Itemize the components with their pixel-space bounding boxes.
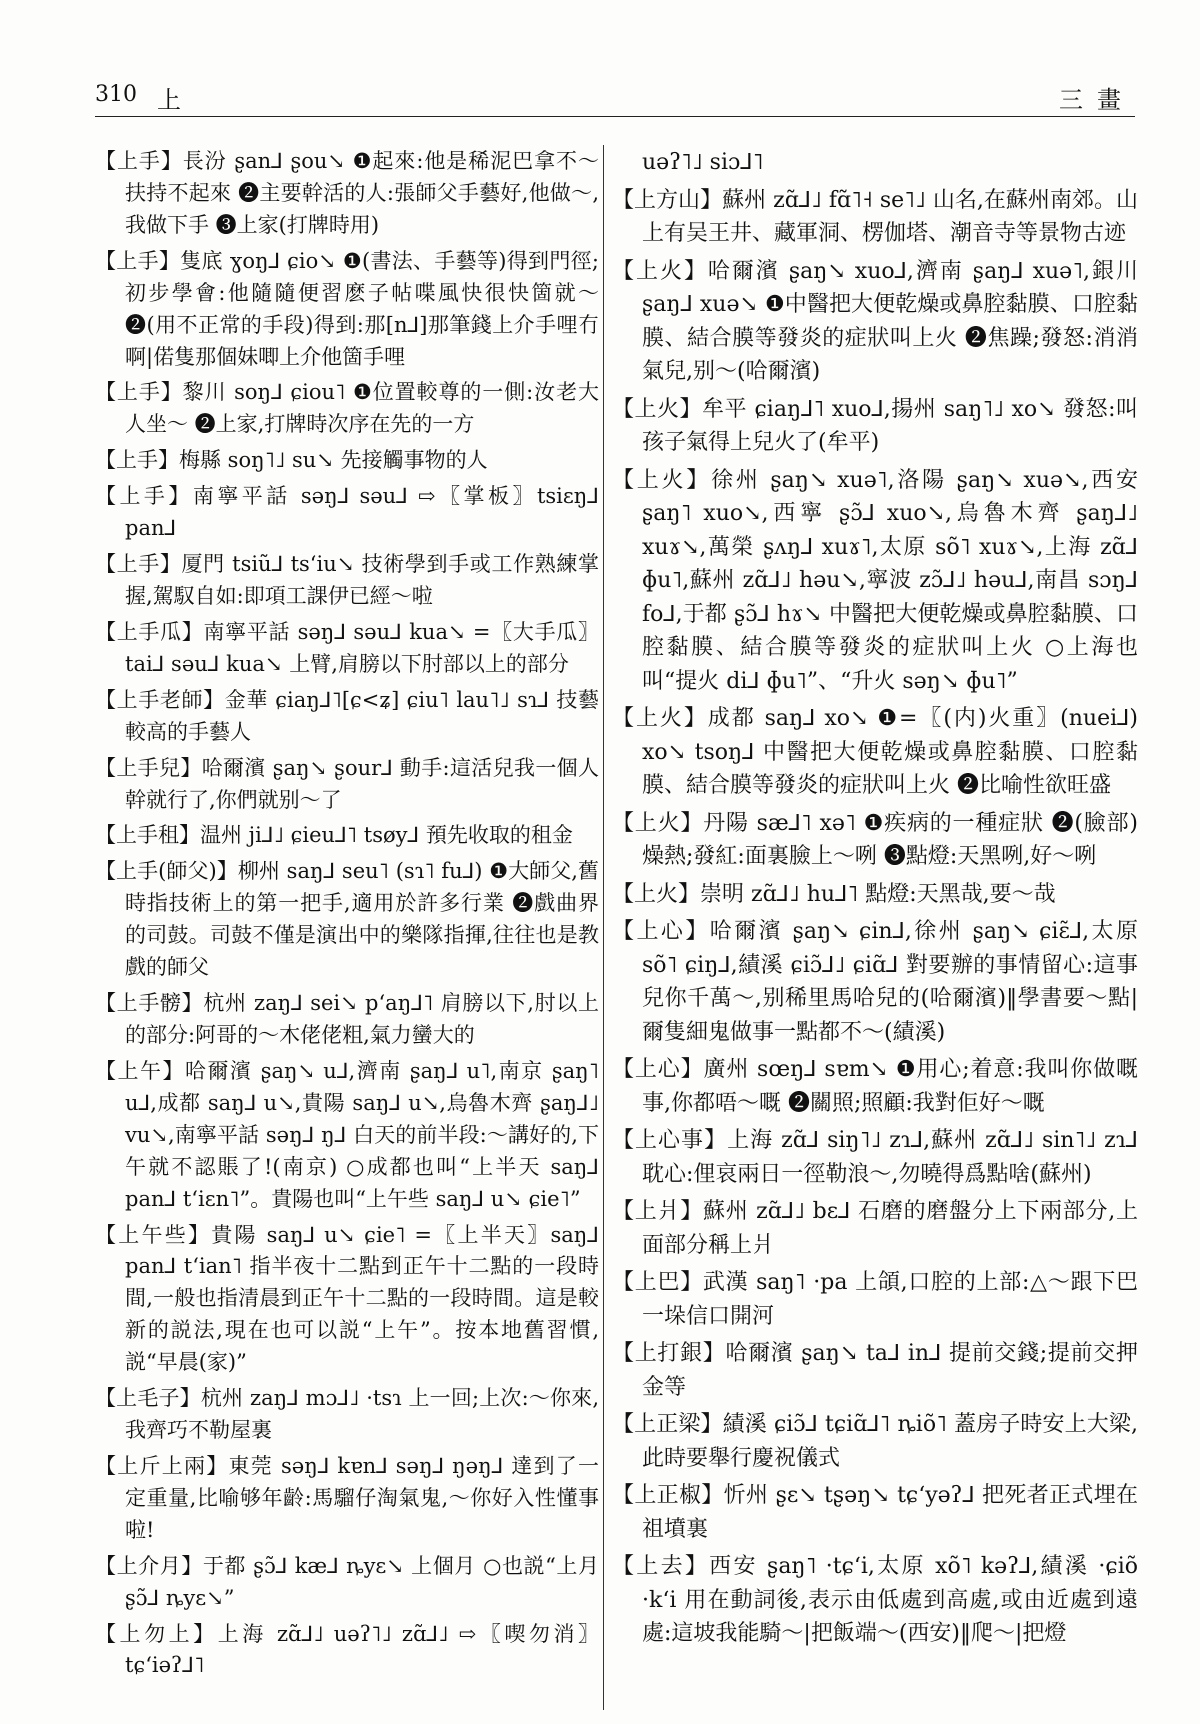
dictionary-entry: 【上手】厦門 tsiũ⅃ tsʻiu↘ 技術學到手或工作熟練掌握,駕馭自如:即項工課伊已經～啦 xyxy=(95,552,599,608)
dictionary-entry: 【上手】黎川 soŋ⅃ ɕiou˥ ❶位置較尊的一側:汝老大人坐～ ❷上家,打牌時次序在先的一方 xyxy=(95,380,599,437)
dictionary-entry: 【上火】丹陽 sæ⅃˥ xə˥ ❶疾病的一種症狀 ❷(臉部)燥熱;發紅:面裏臉上～咧 ❸點燈:天黑咧,好～咧 xyxy=(612,810,1138,869)
dictionary-entry: 【上心】哈爾濱 ʂaŋ↘ ɕin⅃,徐州 ʂaŋ↘ ɕiɛ̃⅃,太原 sõ˥ ɕiŋ⅃,績溪 ɕiɔ̃⅃˩ ɕiɑ̃⅃ 對要辦的事情留心:這事兒你千萬～,别稀里馬哈兒的(哈爾濱)‖學書要～點|爾隻細鬼做事一點都不～(績溪) xyxy=(612,919,1138,1045)
dictionary-entry: 【上手髈】杭州 zaŋ⅃ sei↘ pʻaŋ⅃˥ 肩膀以下,肘以上的部分:阿哥的～木佬佬粗,氣力蠻大的 xyxy=(95,991,599,1047)
dictionary-entry: 【上手】梅縣 soŋ˥˩ su↘ 先接觸事物的人 xyxy=(95,448,488,473)
left-column xyxy=(95,146,599,1686)
dictionary-entry: 【上毛子】杭州 zaŋ⅃ mɔ⅃˩ ·tsɿ 上一回;上次:～你來,我齊巧不勒屋裏 xyxy=(95,1386,599,1443)
dictionary-entry: 【上手(師父)】柳州 saŋ⅃ seu˥ (sɿ˥ fu⅃) ❶大師父,舊時指技術上的第一把手,適用於許多行業 ❷戲曲界的司鼓。司鼓不僅是演出中的樂隊指揮,往往也是教戲的師父 xyxy=(95,859,599,980)
dictionary-entry: 【上巴】武漢 saŋ˥ ·pa 上頜,口腔的上部:△～跟下巴一垛信口開河 xyxy=(612,1270,1138,1329)
dictionary-entry: 【上介月】于都 ʂɔ̃⅃ kæ⅃ ȵyɛ↘ 上個月 ○也説“上月 ʂɔ̃⅃ ȵyɛ↘” xyxy=(95,1553,599,1610)
dictionary-entry: 【上火】徐州 ʂaŋ↘ xuə˥,洛陽 ʂaŋ↘ xuə↘,西安 ʂaŋ˥ xuo↘,西寧 ʂɔ̃⅃ xuo↘,烏魯木齊 ʂaŋ⅃˩ xuɤ↘,萬榮 ʂʌŋ⅃ xuɤ˥,太原 sõ˥ xuɤ↘,上海 zɑ̃⅃ ɸu˥,蘇州 zɑ̃⅃˩ həu↘,寧波 zɔ̃⅃˩ həu⅃,南昌 sɔŋ⅃ fo⅃,于都 ʂɔ̃⅃ hɤ↘ 中醫把大便乾燥或鼻腔黏膜、口腔黏膜、結合膜等發炎的症狀叫上火 ○上海也叫“提火 di⅃ ɸu˥”、“升火 səŋ↘ ɸu˥” xyxy=(612,467,1138,694)
dictionary-entry: 【上火】牟平 ɕiaŋ⅃˥ xuo⅃,揚州 saŋ˥˩ xo↘ 發怒:叫孩子氣得上兒火了(牟平) xyxy=(612,396,1138,455)
dictionary-entry: 【上手】南寧平話 səŋ⅃ səu⅃ ⇨〖掌板〗tsiɛŋ⅃ pan⅃ xyxy=(95,484,599,541)
dictionary-entry: 【上方山】蘇州 zɑ̃⅃˩ fɑ̃˥˧ se˥˩ 山名,在蘇州南郊。山上有吴王井、藏軍洞、楞伽塔、潮音寺等景物古迹 xyxy=(612,187,1138,246)
dictionary-entry: 【上心】廣州 sœŋ⅃ sɐm↘ ❶用心;着意:我叫你做嘅事,你都唔～嘅 ❷關照;照顧:我對佢好～嘅 xyxy=(612,1057,1138,1116)
dictionary-entry: 【上火】崇明 zɑ̃⅃˩ hu⅃˥ 點燈:天黑哉,要～哉 xyxy=(612,881,1056,907)
dictionary-entry: 【上勿上】上海 zɑ̃⅃˩ uəʔ˥˩ zɑ̃⅃˩ ⇨〖喫勿消〗tɕʻiəʔ⅃˥ xyxy=(95,1621,599,1678)
dictionary-entry: 【上午些】貴陽 saŋ⅃ u↘ ɕie˥ =〖上半天〗saŋ⅃ pan⅃ tʻian˥ 指半夜十二點到正午十二點的一段時間,一般也指清晨到正午十二點的一段時間。這是較新的説法,現在也可以説“上午”。按本地舊習慣,説“早晨(家)” xyxy=(95,1222,599,1375)
dictionary-entry: 【上打銀】哈爾濱 ʂaŋ↘ ta⅃ in⅃ 提前交錢;提前交押金等 xyxy=(612,1341,1138,1400)
dictionary-entry: 【上火】成都 saŋ⅃ xo↘ ❶=〖(内)火重〗(nuei⅃) xo↘ tsoŋ⅃ 中醫把大便乾燥或鼻腔黏膜、口腔黏膜、結合膜等發炎的症狀叫上火 ❷比喻性欲旺盛 xyxy=(612,706,1138,798)
dictionary-entry: 【上正梁】績溪 ɕiɔ̃⅃ tɕiɑ̃⅃˥ ȵiõ˥ 蓋房子時安上大梁,此時要舉行慶祝儀式 xyxy=(612,1412,1138,1471)
dictionary-entry: 【上心事】上海 zɑ̃⅃ siŋ˥˩ zɿ⅃,蘇州 zɑ̃⅃˩ sin˥˩ zɿ⅃ 耽心:俚哀兩日一徑勒浪～,勿曉得爲點啥(蘇州) xyxy=(612,1128,1138,1187)
section-title: 三畫 xyxy=(1059,86,1135,114)
dictionary-entry: 【上去】西安 ʂaŋ˥ ·tɕʻi,太原 xõ˥ kəʔ⅃,績溪 ·ɕiõ ·kʻi 用在動詞後,表示由低處到高處,或由近處到遠處:這坡我能騎～|把飯端～(西安)‖爬～|把燈 xyxy=(612,1554,1138,1646)
page-number: 310 xyxy=(95,82,137,107)
right-column xyxy=(612,146,1138,1655)
dictionary-entry: 【上斤上兩】東莞 səŋ⅃ kɐn⅃ səŋ⅃ ŋəŋ⅃ 達到了一定重量,比喻够年齡:馬騮仔淘氣鬼,～你好入性懂事啦! xyxy=(95,1453,599,1542)
dictionary-entry: 【上手】隻底 ɣoŋ⅃ ɕio↘ ❶(書法、手藝等)得到門徑;初步學會:他隨隨便習麽子帖喋風快很快箇就～ ❷(用不正常的手段)得到:那[n⅃]那筆錢上介手哩冇啊|偌隻那個妹唧上介他箇手哩 xyxy=(95,248,599,369)
column-divider xyxy=(603,145,604,1710)
dictionary-entry: 【上手租】温州 ji⅃˩ ɕieu⅃˥ tsøy⅃ 預先收取的租金 xyxy=(95,823,573,848)
dictionary-entry: 【上手老師】金華 ɕiaŋ⅃˥[ɕ<ʑ] ɕiu˥ lau˥˩ sɿ⅃ 技藝較高的手藝人 xyxy=(95,687,599,744)
dictionary-entry: 【上手兒】哈爾濱 ʂaŋ↘ ʂour⅃ 動手:這活兒我一個人幹就行了,你們就别～了 xyxy=(95,755,599,812)
page-header xyxy=(95,82,1135,118)
dictionary-entry: 【上正椒】忻州 ʂɛ↘ tʂəŋ↘ tɕʻyəʔ⅃ 把死者正式埋在祖墳裏 xyxy=(612,1483,1138,1542)
dictionary-entry: 【上手】長汾 ʂan⅃ ʂou↘ ❶起來:他是稀泥巴拿不～扶持不起來 ❷主要幹活的人:張師父手藝好,他做～,我做下手 ❸上家(打牌時用) xyxy=(95,149,599,237)
header-rule xyxy=(95,116,1135,117)
dictionary-entry: uəʔ˥˩ siɔ⅃˥ xyxy=(642,150,764,175)
dictionary-entry: 【上午】哈爾濱 ʂaŋ↘ u⅃,濟南 ʂaŋ⅃ u˥,南京 ʂaŋ˥ u⅃,成都 saŋ⅃ u↘,貴陽 saŋ⅃ u↘,烏魯木齊 ʂaŋ⅃˩ vu↘,南寧平話 səŋ⅃ ŋ⅃ 白天的前半段:～講好的,下午就不認賬了!(南京) ○成都也叫“上半天 saŋ⅃ pan⅃ tʻiɛn˥”。貴陽也叫“上午些 saŋ⅃ u↘ ɕie˥” xyxy=(95,1058,599,1211)
dictionary-entry: 【上爿】蘇州 zɑ̃⅃˩ bɛ⅃ 石磨的磨盤分上下兩部分,上面部分稱上爿 xyxy=(612,1199,1138,1258)
header-headword: 上 xyxy=(157,86,181,114)
dictionary-entry: 【上火】哈爾濱 ʂaŋ↘ xuo⅃,濟南 ʂaŋ⅃ xuə˥,銀川 ʂaŋ⅃ xuə↘ ❶中醫把大便乾燥或鼻腔黏膜、口腔黏膜、結合膜等發炎的症狀叫上火 ❷焦躁;發怒:消消氣兒,别～(哈爾濱) xyxy=(612,258,1138,384)
dictionary-entry: 【上手瓜】南寧平話 səŋ⅃ səu⅃ kua↘ =〖大手瓜〗tai⅃ səu⅃ kua↘ 上臂,肩膀以下肘部以上的部分 xyxy=(95,619,599,676)
